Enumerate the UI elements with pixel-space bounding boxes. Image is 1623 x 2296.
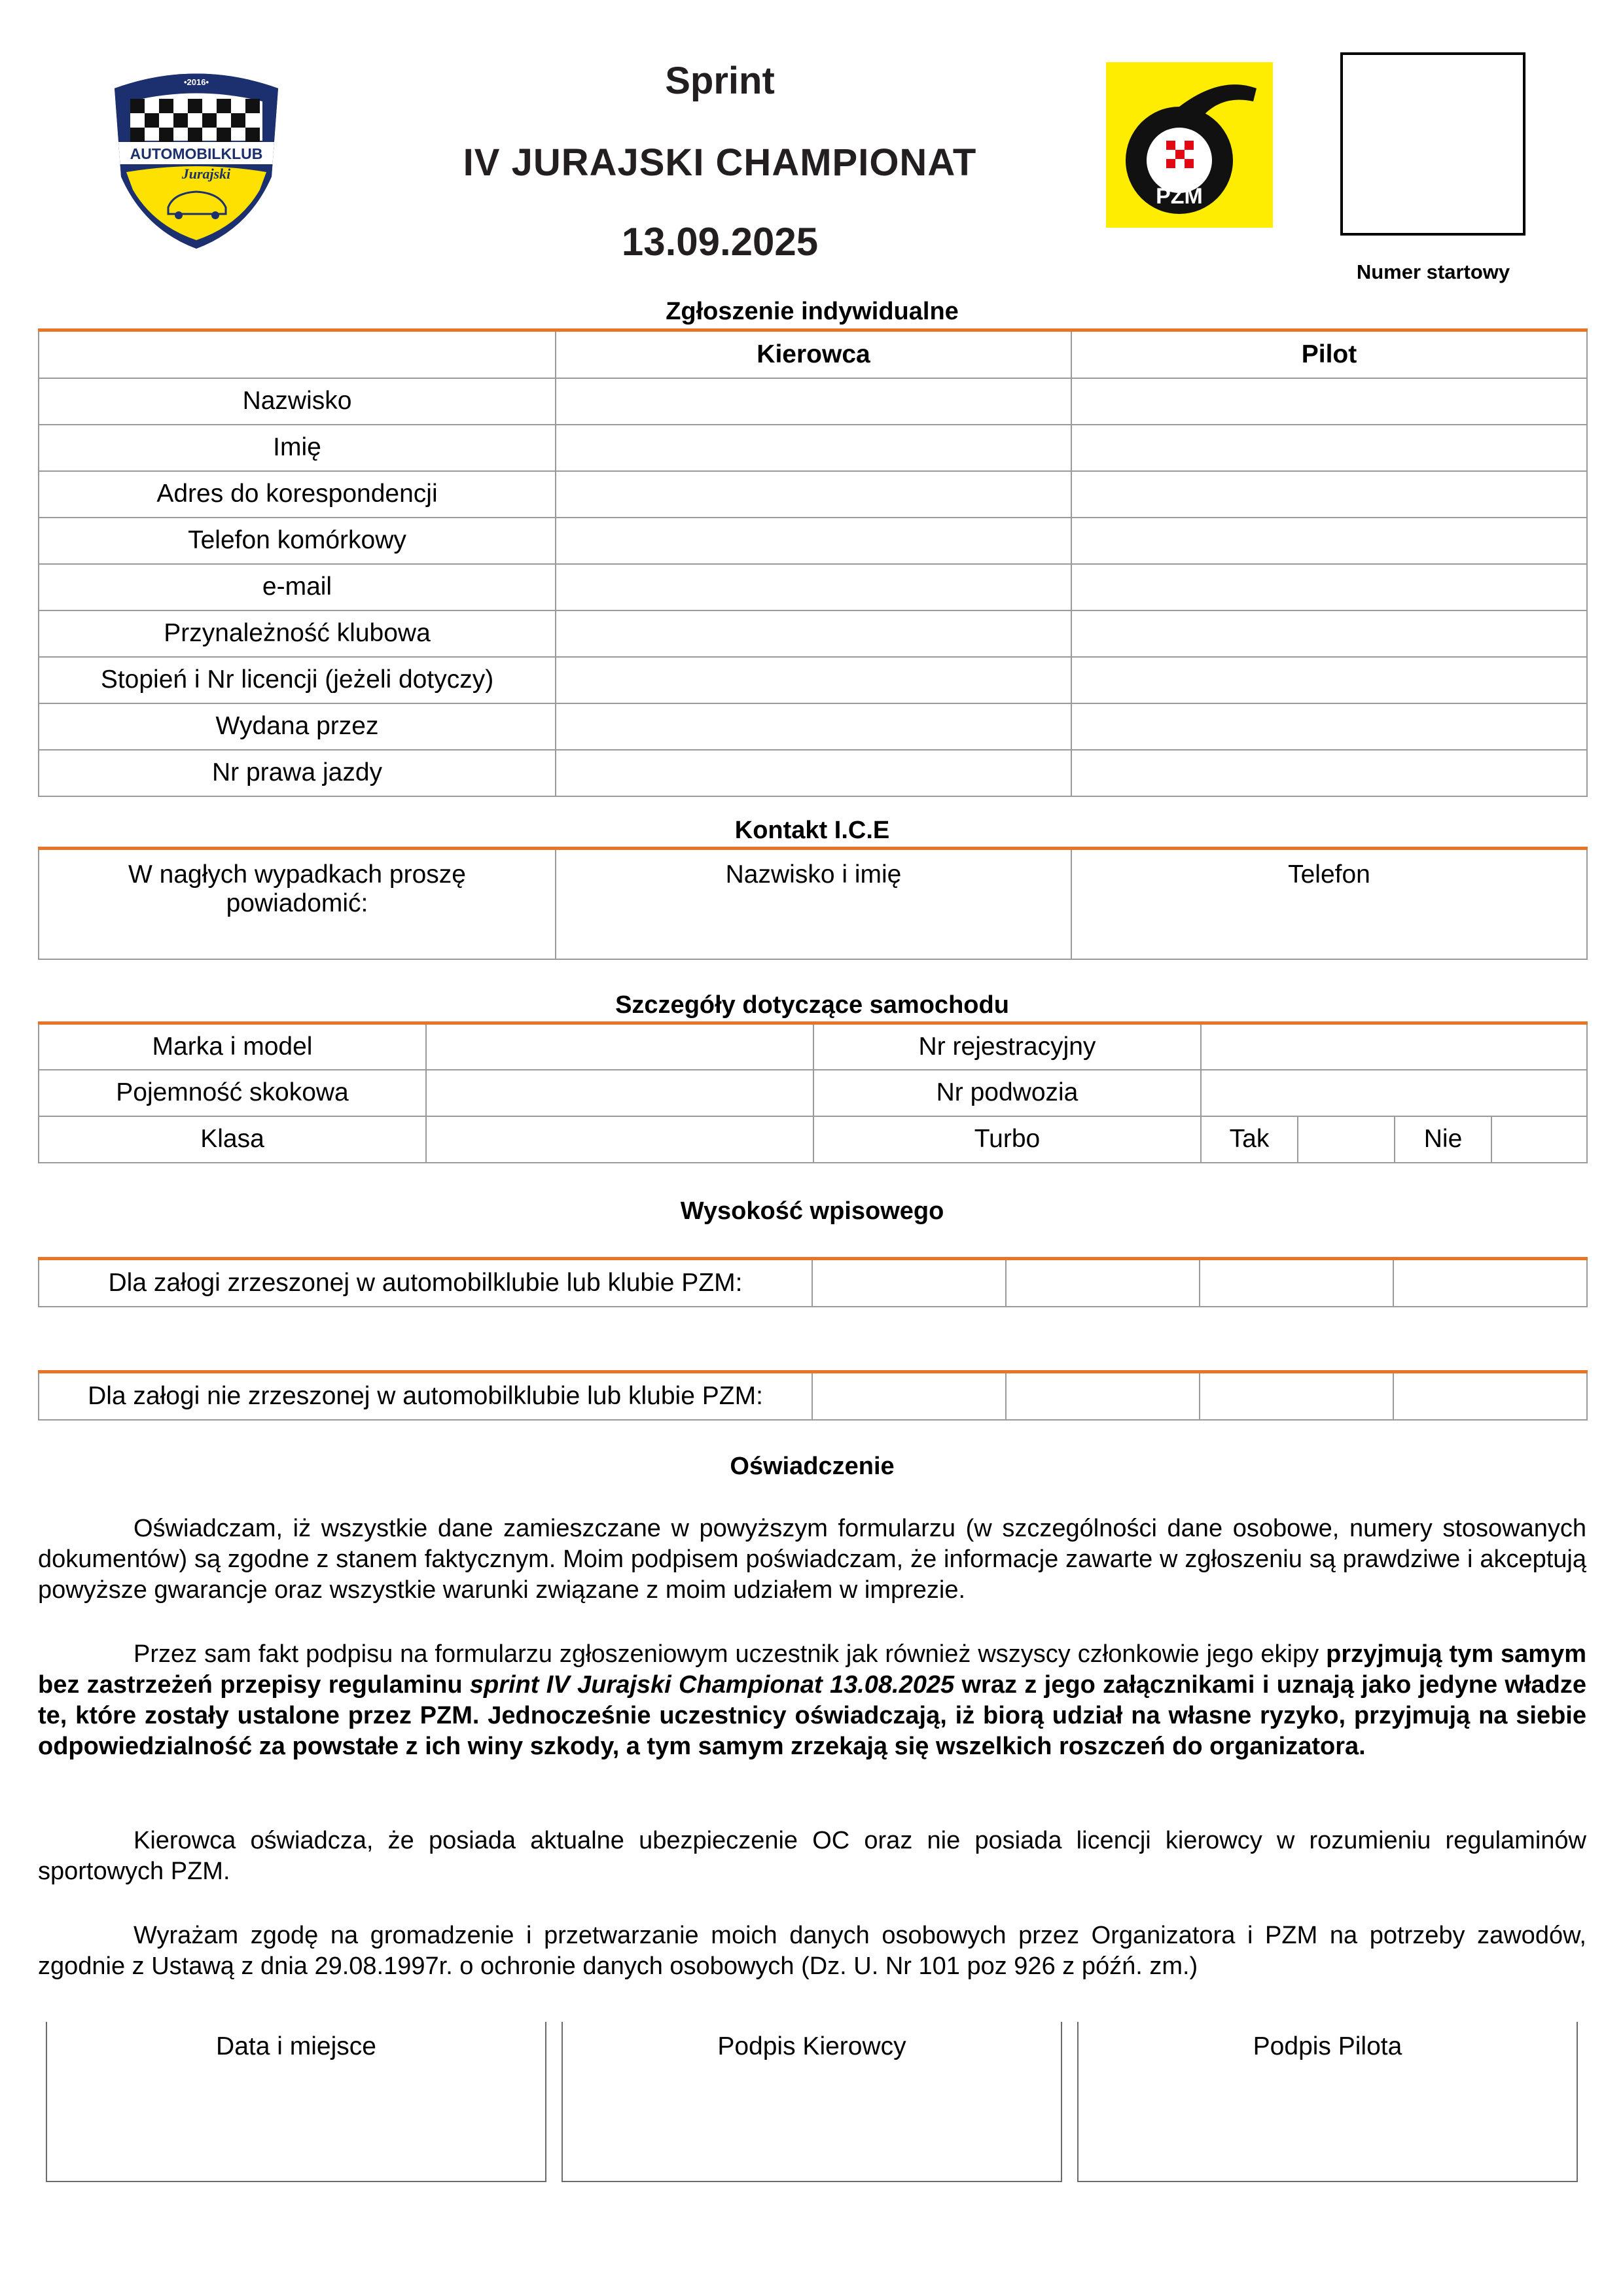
row-label: Stopień i Nr licencji (jeżeli dotyczy) (39, 657, 556, 703)
club-logo-text: AUTOMOBILKLUB (130, 145, 263, 162)
fee-title: Wysokość wpisowego (680, 1197, 944, 1225)
date-place-box[interactable] (46, 2022, 546, 2182)
ice-phone-field[interactable] (1071, 849, 1587, 959)
driver-firstname-field[interactable] (556, 425, 1071, 471)
pilot-license-field[interactable] (1071, 657, 1587, 703)
turbo-no-box[interactable] (1491, 1116, 1587, 1163)
class-field[interactable] (426, 1116, 813, 1163)
row-label: e-mail (39, 564, 556, 610)
turbo-yes-label: Tak (1201, 1116, 1298, 1163)
pilot-driving-license-field[interactable] (1071, 750, 1587, 796)
registration-field[interactable] (1201, 1023, 1587, 1070)
fee-member-cell-1[interactable] (812, 1259, 1006, 1307)
club-logo-subtext: Jurajski (181, 166, 231, 182)
pilot-firstname-field[interactable] (1071, 425, 1587, 471)
row-label: Przynależność klubowa (39, 610, 556, 657)
declaration-paragraph-2 (38, 1639, 1586, 1762)
individual-entry-title: Zgłoszenie indywidualne (666, 298, 959, 325)
header-event-date: 13.09.2025 (621, 220, 819, 264)
driver-column-header: Kierowca (556, 330, 1071, 378)
fee-nonmember-label: Dla załogi nie zrzeszonej w automobilklubie lub klubie PZM: (39, 1372, 812, 1420)
car-details-title: Szczegóły dotyczące samochodu (615, 991, 1009, 1019)
ice-contact-table (38, 847, 1588, 960)
pilot-column-header: Pilot (1071, 330, 1587, 378)
row-label: Nr prawa jazdy (39, 750, 556, 796)
pzm-logo (1106, 62, 1273, 228)
driver-driving-license-field[interactable] (556, 750, 1071, 796)
pilot-issued-by-field[interactable] (1071, 703, 1587, 750)
fee-member-cell-3[interactable] (1200, 1259, 1393, 1307)
declaration-p2-accept: przyjmują tym samym bez zastrzeżeń przepisy regulaminu (38, 1640, 1586, 1699)
declaration-p2-rest: wraz z jego załącznikami i uznają jako jedyne władze te, które zostały ustalone przez PZM. Jednocześnie uczestnicy oświadczają, iż biorą udział na własne ryzyko, przyjmują na siebie odpowiedzialność za powstałe z ich winy szkody, a tym samym zrzekają się wszelkich roszczeń do organizatora. (38, 1671, 1587, 1760)
fee-member-cell-2[interactable] (1006, 1259, 1200, 1307)
driver-surname-field[interactable] (556, 378, 1071, 425)
driver-club-field[interactable] (556, 610, 1071, 657)
fee-nonmember-cell-1[interactable] (812, 1372, 1006, 1420)
driver-address-field[interactable] (556, 471, 1071, 518)
driver-phone-field[interactable] (556, 518, 1071, 564)
fee-nonmember-table (38, 1370, 1588, 1421)
pilot-email-field[interactable] (1071, 564, 1587, 610)
pzm-logo-text: PZM (1156, 184, 1203, 209)
pilot-signature-label: Podpis Pilota (1253, 2032, 1402, 2060)
header-event-type: Sprint (665, 60, 775, 102)
capacity-label: Pojemność skokowa (39, 1070, 426, 1116)
pilot-phone-field[interactable] (1071, 518, 1587, 564)
driver-signature-box[interactable] (562, 2022, 1062, 2182)
fee-nonmember-cell-4[interactable] (1393, 1372, 1587, 1420)
turbo-yes-box[interactable] (1298, 1116, 1395, 1163)
declaration-paragraph-3: Kierowca oświadcza, że posiada aktualne ubezpieczenie OC oraz nie posiada licencji kierowcy w rozumieniu regulaminów sportowych PZM. (38, 1827, 1586, 1885)
driver-signature-label: Podpis Kierowcy (717, 2032, 906, 2060)
fee-nonmember-cell-3[interactable] (1200, 1372, 1393, 1420)
chassis-field[interactable] (1201, 1070, 1587, 1116)
individual-entry-table (38, 328, 1588, 797)
declaration-title: Oświadczenie (730, 1453, 895, 1480)
registration-label: Nr rejestracyjny (813, 1023, 1201, 1070)
automobilklub-jurajski-logo (108, 62, 285, 252)
start-number-label: Numer startowy (1356, 260, 1510, 283)
start-number-box[interactable] (1340, 52, 1525, 236)
row-label: Telefon komórkowy (39, 518, 556, 564)
capacity-field[interactable] (426, 1070, 813, 1116)
pilot-club-field[interactable] (1071, 610, 1587, 657)
ice-contact-title: Kontakt I.C.E (734, 817, 890, 844)
row-label: Nazwisko (39, 378, 556, 425)
fee-member-cell-4[interactable] (1393, 1259, 1587, 1307)
club-logo-year: •2016• (183, 77, 209, 87)
row-label: Adres do korespondencji (39, 471, 556, 518)
pilot-surname-field[interactable] (1071, 378, 1587, 425)
make-model-label: Marka i model (39, 1023, 426, 1070)
row-label: Wydana przez (39, 703, 556, 750)
corner-cell (39, 330, 556, 378)
ice-phone-label: Telefon (1288, 860, 1370, 889)
ice-name-field[interactable] (556, 849, 1071, 959)
turbo-label: Turbo (813, 1116, 1201, 1163)
car-details-table (38, 1021, 1588, 1163)
driver-license-field[interactable] (556, 657, 1071, 703)
make-model-field[interactable] (426, 1023, 813, 1070)
fee-nonmember-cell-2[interactable] (1006, 1372, 1200, 1420)
pilot-signature-box[interactable] (1077, 2022, 1578, 2182)
ice-name-label: Nazwisko i imię (725, 860, 902, 889)
fee-member-table (38, 1257, 1588, 1307)
header-event-name: IV JURAJSKI CHAMPIONAT (463, 141, 977, 184)
declaration-paragraph-1: Oświadczam, iż wszystkie dane zamieszczane w powyższym formularzu (w szczególności dane osobowe, numery stosowanych dokumentów) są zgodne z stanem faktycznym. Moim podpisem poświadczam, że informacje zawarte w zgłoszeniu są prawdziwe i akceptują powyższe gwarancje oraz wszystkie warunki związane z moim udziałem w imprezie. (38, 1515, 1586, 1604)
class-label: Klasa (39, 1116, 426, 1163)
turbo-no-label: Nie (1395, 1116, 1491, 1163)
ice-label: W nagłych wypadkach proszę powiadomić: (39, 849, 556, 959)
declaration-p2-intro: Przez sam fakt podpisu na formularzu zgłoszeniowym uczestnik jak również wszyscy członkowie jego ekipy (134, 1640, 1319, 1668)
chassis-label: Nr podwozia (813, 1070, 1201, 1116)
driver-email-field[interactable] (556, 564, 1071, 610)
row-label: Imię (39, 425, 556, 471)
pilot-address-field[interactable] (1071, 471, 1587, 518)
declaration-p2-regulation: sprint IV Jurajski Championat 13.08.2025 (469, 1671, 955, 1699)
driver-issued-by-field[interactable] (556, 703, 1071, 750)
fee-member-label: Dla załogi zrzeszonej w automobilklubie lub klubie PZM: (39, 1259, 812, 1307)
date-place-label: Data i miejsce (216, 2032, 376, 2060)
declaration-paragraph-4: Wyrażam zgodę na gromadzenie i przetwarzanie moich danych osobowych przez Organizatora i PZM na potrzeby zawodów, zgodnie z Ustawą z dnia 29.08.1997r. o ochronie danych osobowych (Dz. U. Nr 101 poz 926 z późń. zm.) (38, 1922, 1586, 1980)
